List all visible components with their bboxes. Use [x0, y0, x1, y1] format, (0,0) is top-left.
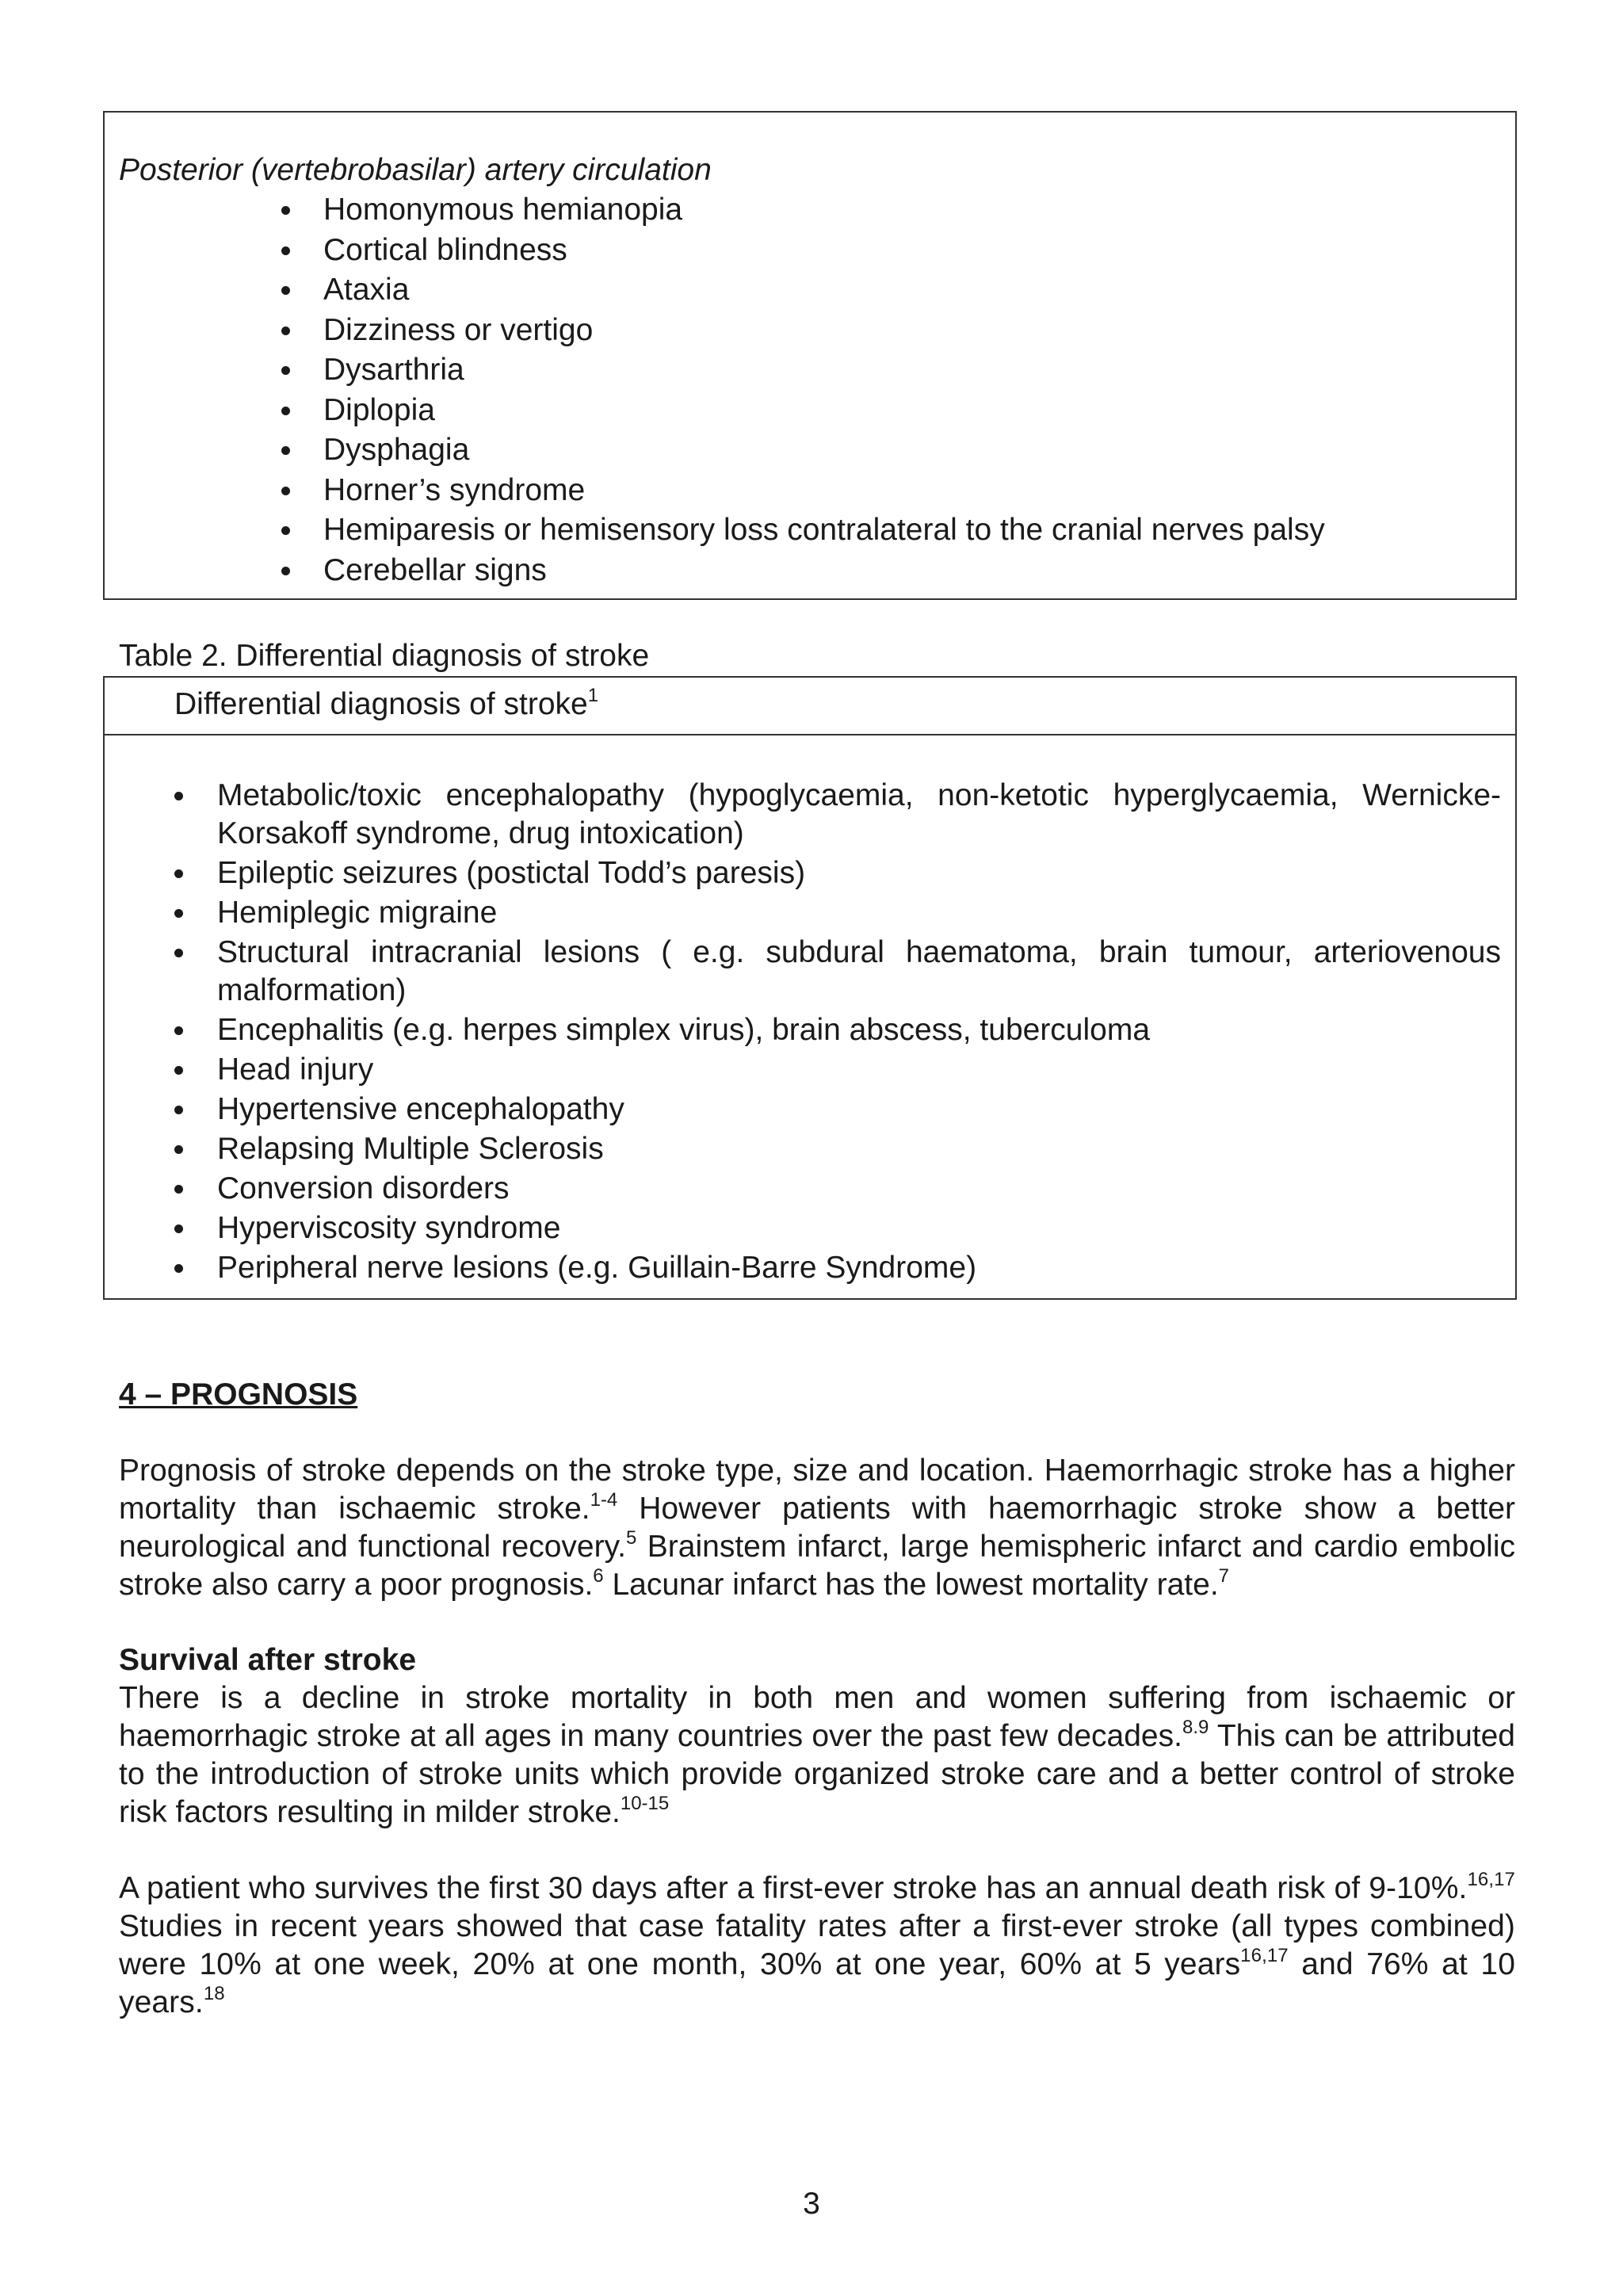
table-header-text: Differential diagnosis of stroke	[174, 687, 588, 721]
list-item: Hemiplegic migraine	[217, 894, 1501, 932]
list-item: Dizziness or vertigo	[269, 311, 1515, 351]
death-risk-paragraph	[119, 1870, 1515, 2022]
list-item: Peripheral nerve lesions (e.g. Guillain-Barre Syndrome)	[217, 1249, 1501, 1287]
differential-diagnosis-table	[103, 676, 1517, 1300]
reference-superscript: 8.9	[1182, 1717, 1209, 1738]
paragraph-text: However patients with haemorrhagic stroke show a better neurological and functional recovery.	[119, 1492, 1515, 1564]
reference-superscript: 16,17	[1240, 1945, 1289, 1966]
paragraph-text: Lacunar infarct has the lowest mortality rate.	[603, 1568, 1219, 1602]
posterior-circulation-heading: Posterior (vertebrobasilar) artery circulation	[119, 153, 712, 187]
list-item: Hyperviscosity syndrome	[217, 1209, 1501, 1247]
differential-diagnosis-list	[105, 777, 1515, 1289]
reference-superscript: 16,17	[1467, 1869, 1515, 1890]
reference-superscript: 1-4	[590, 1489, 618, 1511]
list-item: Epileptic seizures (postictal Todd’s paresis)	[217, 854, 1501, 892]
paragraph-text: Brainstem infarct, large hemispheric infarct and cardio embolic stroke also carry a poor prognosis.	[119, 1530, 1515, 1602]
paragraph-text: Prognosis of stroke depends on the stroke type, size and location. Haemorrhagic stroke has a higher mortality than ischaemic stroke.	[119, 1454, 1515, 1526]
list-item: Metabolic/toxic encephalopathy (hypoglycaemia, non-ketotic hyperglycaemia, Wernicke-Korsakoff syndrome, drug intoxication)	[217, 777, 1501, 853]
paragraph-text: and 76% at 10 years.	[119, 1947, 1515, 2019]
list-item: Hemiparesis or hemisensory loss contralateral to the cranial nerves palsy	[269, 510, 1515, 551]
reference-superscript: 5	[626, 1527, 637, 1549]
paragraph-text: This can be attributed to the introduction of stroke units which provide organized stroke care and a better control of stroke risk factors resulting in milder stroke.	[119, 1719, 1515, 1829]
subsection-title: Survival after stroke	[119, 1643, 417, 1677]
reference-superscript: 6	[593, 1565, 604, 1587]
list-item: Ataxia	[269, 270, 1515, 311]
list-item: Structural intracranial lesions ( e.g. subdural haematoma, brain tumour, arteriovenous malformation)	[217, 934, 1501, 1010]
list-item: Dysarthria	[269, 350, 1515, 391]
list-item: Homonymous hemianopia	[269, 190, 1515, 231]
table-caption: Table 2. Differential diagnosis of stroke	[119, 639, 650, 673]
table-header	[105, 678, 1515, 735]
paragraph-text: There is a decline in stroke mortality in both men and women suffering from ischaemic or haemorrhagic stroke at all ages in many countries over the past few decades.	[119, 1681, 1515, 1753]
list-item: Encephalitis (e.g. herpes simplex virus), brain abscess, tuberculoma	[217, 1011, 1501, 1049]
reference-superscript: 18	[203, 1983, 225, 2004]
reference-superscript: 1	[587, 685, 599, 706]
list-item: Cerebellar signs	[269, 551, 1515, 591]
list-item: Dysphagia	[269, 430, 1515, 471]
paragraph-text: A patient who survives the first 30 days after a first-ever stroke has an annual death risk of 9-10%.	[119, 1871, 1468, 1905]
list-item: Horner’s syndrome	[269, 471, 1515, 511]
survival-paragraph	[119, 1679, 1515, 1832]
list-item: Conversion disorders	[217, 1170, 1501, 1208]
list-item: Head injury	[217, 1051, 1501, 1089]
page-number: 3	[803, 2187, 820, 2221]
reference-superscript: 7	[1218, 1565, 1230, 1587]
reference-superscript: 10-15	[620, 1793, 670, 1814]
posterior-symptom-list	[119, 190, 1515, 590]
paragraph-text: Studies in recent years showed that case fatality rates after a first-ever stroke (all types combined) were 10% at one week, 20% at one month, 30% at one year, 60% at 5 years	[119, 1909, 1515, 1981]
list-item: Hypertensive encephalopathy	[217, 1091, 1501, 1129]
prognosis-paragraph	[119, 1452, 1515, 1604]
list-item: Cortical blindness	[269, 231, 1515, 271]
section-title: 4 – PROGNOSIS	[119, 1377, 358, 1412]
list-item: Relapsing Multiple Sclerosis	[217, 1130, 1501, 1168]
list-item: Diplopia	[269, 391, 1515, 431]
posterior-circulation-box	[103, 111, 1517, 600]
